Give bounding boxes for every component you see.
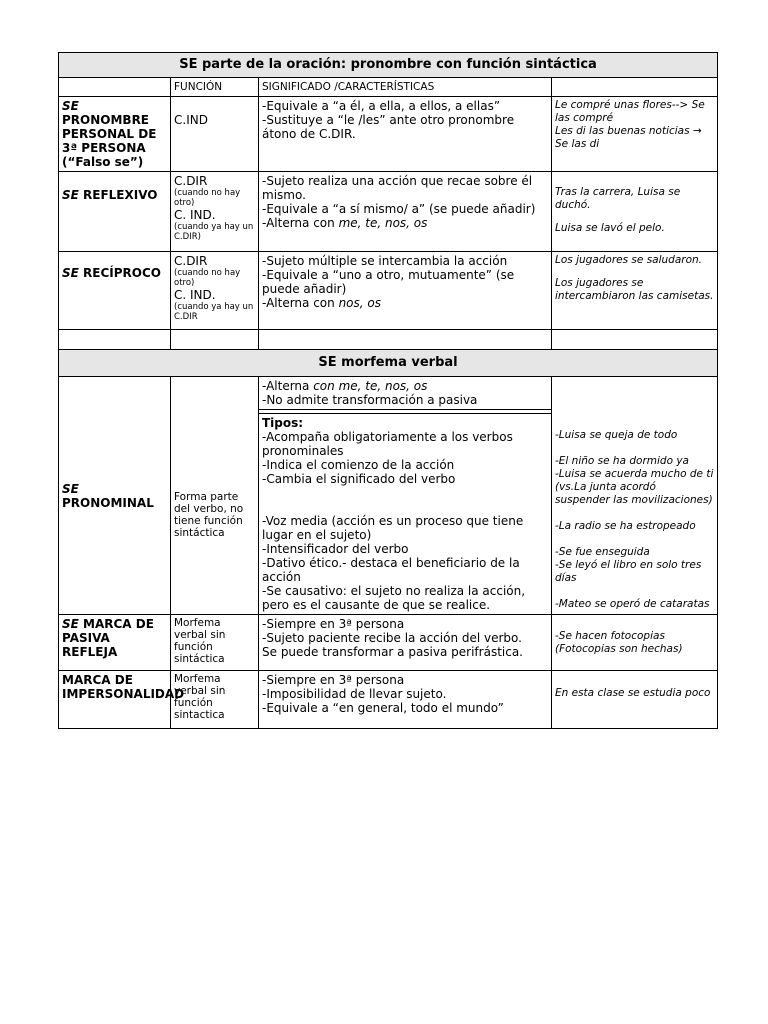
ejemplo-line: Los jugadores se intercambiaron las camisetas. [555,277,714,302]
row-label-text: RECÍPROCO [78,266,161,280]
funcion-text: Morfema verbal sin función sintáctica [174,617,226,665]
section-title-morfema: SE morfema verbal [59,350,718,377]
funcion-text: Morfema verbal sin función sintactica [174,673,226,721]
significado-cell [259,377,552,615]
significado-line [262,379,548,393]
significado-line: -Siempre en 3ª persona [262,617,405,631]
row-label-text: MARCA DE IMPERSONALIDAD [62,673,185,701]
funcion-cell [171,97,259,172]
tipos-heading: Tipos: [262,416,304,430]
se-word: SE [62,188,79,202]
significado-text: -Alterna con [262,216,339,230]
tipo-line: -Voz media (acción es un proceso que tiene lugar en el sujeto) [262,514,524,542]
ejemplo-cell [552,615,718,671]
ejemplo-line: Le compré unas flores--> Se las compré [555,99,705,124]
significado-italic: me, te, nos, os [338,216,428,230]
significado-line: -Equivale a “a sí mismo/ a” (se puede añadir) [262,202,536,216]
ejemplo-line: Los jugadores se saludaron. [555,254,703,266]
significado-text: -Alterna [262,379,314,393]
se-word: SE [62,266,79,280]
table-row-pronominal [59,377,718,615]
row-label-reflexivo [59,172,171,252]
ejemplo-cell [552,671,718,729]
section-title-pronombre: SE parte de la oración: pronombre con función sintáctica [59,53,718,78]
significado-tipos [259,413,551,614]
significado-line [262,296,548,310]
ejemplo-line: -Luisa se acuerda mucho de ti (vs.La junta acordó suspender las movilizaciones) [555,468,714,506]
significado-top [259,377,551,410]
significado-cell [259,172,552,252]
ejemplo-line: Les di las buenas noticias → Se las di [555,125,702,150]
tipo-line: -Dativo ético.- destaca el beneficiario de la acción [262,556,520,584]
grammar-table-page [58,52,717,729]
significado-cell [259,671,552,729]
row-label-pronominal [59,377,171,615]
funcion-text: C.DIR [174,254,208,268]
header-empty [59,78,171,97]
significado-line: Se puede transformar a pasiva perifrástica. [262,645,523,659]
se-word: SE [62,617,79,631]
ejemplo-cell [552,377,718,615]
row-label-reciproco [59,252,171,330]
significado-line: -Equivale a “uno a otro, mutuamente” (se puede añadir) [262,268,515,296]
ejemplo-line: Luisa se lavó el pelo. [555,222,665,234]
row-label-text: PRONOMBRE PERSONAL DE 3ª PERSONA [62,113,157,155]
ejemplo-line: -La radio se ha estropeado [555,520,696,532]
funcion-cell [171,377,259,615]
funcion-text: C.DIR [174,174,208,188]
ejemplo-line: En esta clase se estudia poco [555,687,711,699]
significado-line: -No admite transformación a pasiva [262,393,478,407]
empty-cell [171,330,259,350]
empty-row [59,330,718,350]
significado-text: -Alterna con [262,296,339,310]
funcion-text: Forma parte del verbo, no tiene función sintáctica [174,490,244,539]
ejemplo-cell [552,252,718,330]
tipo-line: -Acompaña obligatoriamente a los verbos pronominales [262,430,513,458]
funcion-note: (cuando no hay otro) [174,188,241,208]
significado-line [262,216,548,230]
empty-cell [259,330,552,350]
funcion-cell [171,172,259,252]
funcion-text: C. IND. [174,208,216,222]
ejemplo-cell [552,97,718,172]
row-label-text: PRONOMINAL [62,495,154,510]
header-row [59,78,718,97]
section-title-row [59,53,718,78]
ejemplo-line: Tras la carrera, Luisa se duchó. [555,186,681,211]
header-ejemplos-empty [552,78,718,97]
significado-cell [259,252,552,330]
se-grammar-table [58,52,718,729]
ejemplo-cell [552,172,718,252]
ejemplo-line: (Fotocopias son hechas) [555,642,683,655]
tipo-line: -Cambia el significado del verbo [262,472,456,486]
tipo-line: -Se causativo: el sujeto no realiza la acción, pero es el causante de que se realice. [262,584,526,612]
tipo-line: -Intensificador del verbo [262,542,409,556]
significado-line: -Sujeto múltiple se intercambia la acción [262,254,508,268]
funcion-note: (cuando no hay otro) [174,268,241,288]
significado-line: -Siempre en 3ª persona [262,673,405,687]
table-row-reflexivo [59,172,718,252]
section-title-row [59,350,718,377]
header-funcion: FUNCIÓN [171,78,259,97]
header-significado: SIGNIFICADO /CARACTERÍSTICAS [259,78,552,97]
significado-line: -Sustituye a “le /les” ante otro pronombre átono de C.DIR. [262,113,515,141]
table-row-pronombre-personal [59,97,718,172]
ejemplo-line: -El niño se ha dormido ya [555,455,689,467]
significado-line: -Sujeto realiza una acción que recae sobre él mismo. [262,174,533,202]
row-label-text: MARCA DE PASIVA REFLEJA [62,617,154,659]
significado-line: -Imposibilidad de llevar sujeto. [262,687,447,701]
significado-line: -Equivale a “en general, todo el mundo” [262,701,504,715]
se-word: SE [62,481,79,496]
funcion-cell [171,671,259,729]
table-row-pasiva-refleja [59,615,718,671]
row-label-pronombre-personal [59,97,171,172]
funcion-text: C.IND [174,113,208,127]
significado-italic: nos, os [338,296,381,310]
ejemplo-line: -Luisa se queja de todo [555,429,678,441]
funcion-cell [171,615,259,671]
funcion-note: (cuando ya hay un C.DIR) [174,222,254,242]
row-label-impersonalidad [59,671,185,729]
significado-line: -Equivale a “a él, a ella, a ellos, a ellas” [262,99,501,113]
se-word: SE [62,99,79,113]
empty-cell [552,330,718,350]
funcion-cell [171,252,259,330]
funcion-text: C. IND. [174,288,216,302]
empty-cell [59,330,171,350]
row-label-pasiva-refleja [59,615,171,671]
ejemplo-line: -Se hacen fotocopias [555,629,665,642]
ejemplo-line: -Se leyó el libro en solo tres días [555,559,702,584]
significado-cell [259,615,552,671]
row-label-text: REFLEXIVO [78,188,158,202]
significado-italic: con me, te, nos, os [313,379,428,393]
row-label-sub: (“Falso se”) [62,155,144,169]
ejemplo-line: -Mateo se operó de cataratas [555,598,710,610]
table-row-reciproco [59,252,718,330]
significado-line: -Sujeto paciente recibe la acción del verbo. [262,631,522,645]
ejemplo-line: -Se fue enseguida [555,546,650,558]
tipo-line: -Indica el comienzo de la acción [262,458,455,472]
funcion-note: (cuando ya hay un C.DIR [174,302,254,322]
table-row-impersonalidad [59,671,718,729]
significado-cell [259,97,552,172]
